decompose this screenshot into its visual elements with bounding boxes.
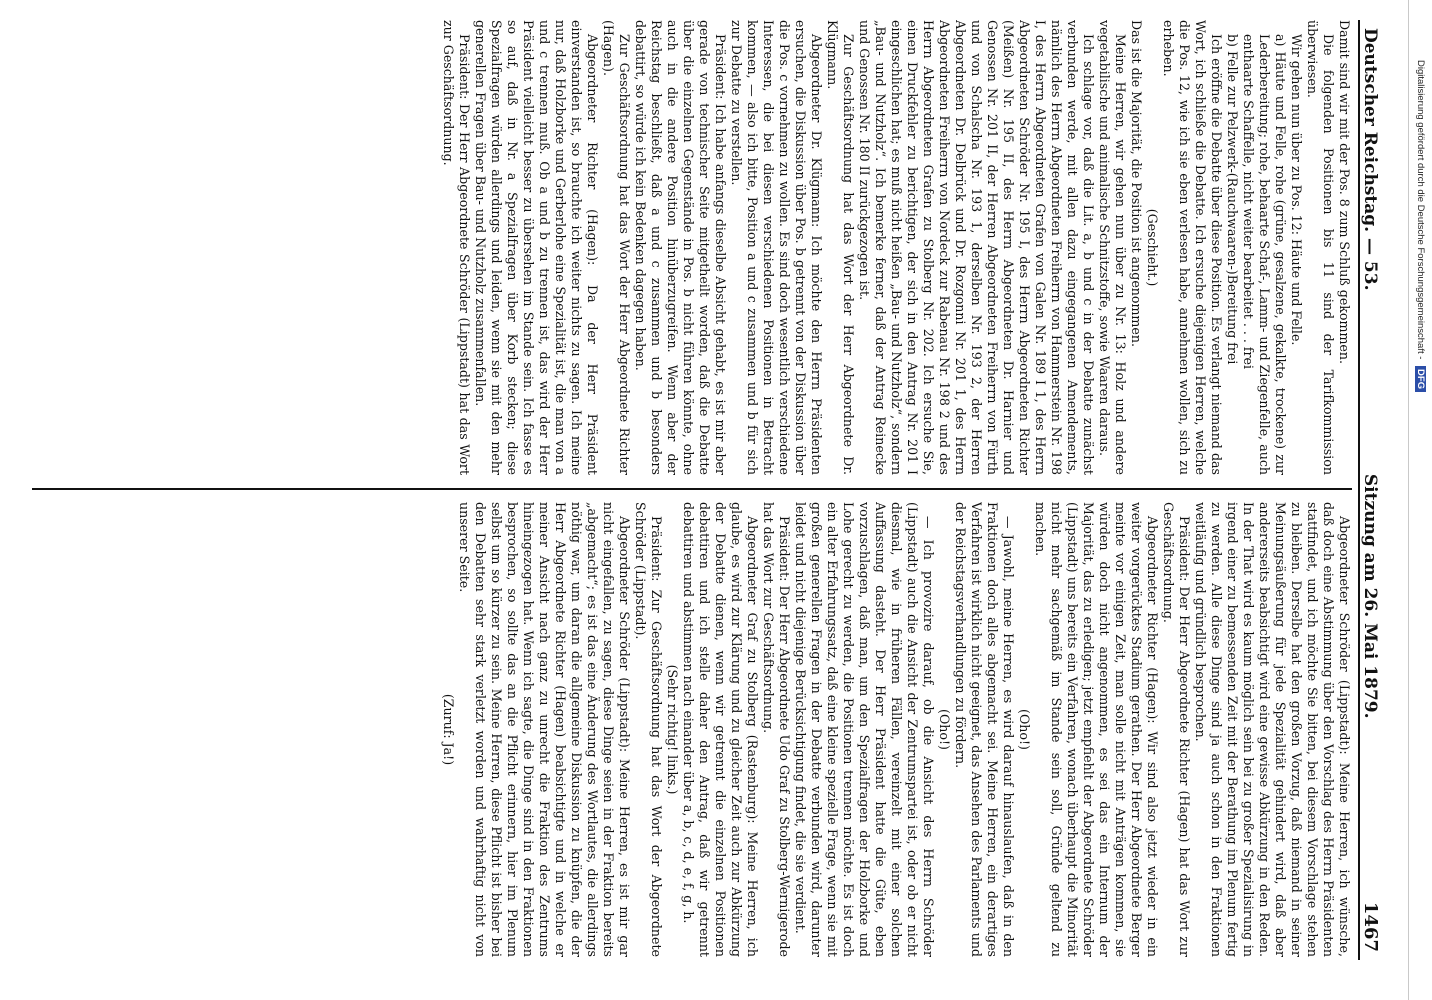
- right-paragraph: — Jawohl, meine Herren, es wird darauf hinauslaufen, daß in den Fraktionen doch alles abgemacht sei. Meine Herren, ein derartiges Verfahren ist wirklich nicht geeignet, das Ansehen des Parlaments und der Reichstagsverhandlungen zu fördern.: [953, 502, 1016, 957]
- scan-edge: [1408, 0, 1409, 1000]
- text-columns: [32, 20, 1352, 960]
- left-paragraph: b) Felle zur Pelzwerk-(Rauchwaaren-)Bereitung frei: [1225, 34, 1240, 365]
- right-paragraph: (Oho!): [937, 709, 952, 750]
- left-column: [32, 20, 1352, 475]
- left-paragraph: Abgeordneter Dr. Klügmann: Ich möchte den Herrn Präsidenten ersuchen, die Diskussion über Pos. b getrennt von der Diskussion über die Pos. c vornehmen zu wollen. Es sind doch wesentlich verschiedene Interessen, die bei diesen verschiedenen Positionen in Betracht kommen, — also ich bitte, Position a und c zusammen und b für sich zur Debatte zu verstellen.: [729, 20, 824, 475]
- left-paragraph: (Geschieht.): [1145, 208, 1160, 287]
- left-paragraph: Die folgenden Positionen bis 11 sind der Tarifkommission überwiesen.: [1305, 20, 1336, 475]
- left-paragraph: Ich schlage vor, daß die Lit. a, b und c in der Debatte zunächst verbunden werde, mit allen dazu eingegangenen Amendements, nämlich des Herrn Abgeordneten Freiherrn von Hammerstein Nr. 198 I, des Herrn Abgeordneten Grafen von Galen Nr. 189 I 1, des Herrn Abgeordneten Schröder Nr. 195 I, des Herrn Abgeordneten Richter (Meißen) Nr. 195 II, des Herrn Abgeordneten Dr. Harnier und Genossen Nr. 201 II, der Herren Abgeordneten Freiherrn von Fürth und von Schalscha Nr. 193 1, derselben Nr. 193 2, der Herren Abgeordneten Dr. Delbrück und Dr. Rozgonni Nr. 201 1, des Herrn Abgeordneten Freiherrn von Nordeck zur Rabenau Nr. 198 2 und des Herrn Abgeordneten Grafen zu Stolberg Nr. 202. Ich ersuche Sie, einen Druckfehler zu berichtigen, der sich in den Antrag Nr. 201 I eingeschlichen hat; es muß nicht heißen „Bau- und Nutzholz“, sondern „Bau- und Nutzholz“. Ich bemerke ferner, daß der Antrag Reinecke und Genossen Nr. 180 II zurückgezogen ist.: [857, 20, 1096, 475]
- left-paragraph: Zur Geschäftsordnung hat das Wort der Herr Abgeordnete Dr. Klügmann.: [825, 20, 856, 475]
- right-paragraph: — Ich provozire darauf, ob die Ansicht des Herrn Schröder (Lippstadt) auch die Ansicht der Zentrumspartei ist, oder ob er nicht diesmal, wie in früheren Fällen, vereinzelt mit einer solchen Auffassung dasteht. Der Herr Präsident hatte die Güte, eben vorzuschlagen, daß man, um den Spezialfragen der Holzborke und Lohe gerecht zu werden, die Positionen trennen möchte. Es ist doch ein alter Erfahrungssatz, daß eine kleine spezielle Frage, wenn sie mit großen generellen Fragen in der Debatte verbunden wird, darunter leidet und nicht diejenige Berücksichtigung findet, die sie verdient.: [793, 502, 936, 957]
- left-paragraph: Das ist die Majorität, die Position ist angenommen.: [1129, 20, 1144, 347]
- right-paragraph: Abgeordneter Schröder (Lippstadt): Meine Herren, es ist mir gar nicht eingefallen, zu sagen, diese Dinge seien in der Fraktion bereits „abgemacht“; es ist das eine Änderung des Wortlautes, die allerdings nöthig war, um daran die allgemeine Diskussion zu knüpfen, die der Herr Abgeordnete Richter (Hagen) beabsichtigte und in welche er meiner Ansicht nach ganz zu unrecht die Fraktion des Zentrums hineingezogen hat. Wenn ich sagte, die Dinge sind in den Fraktionen besprochen, so sollte das an die Pflicht erinnern, hier im Plenum selbst um so kürzer zu sein. Meine Herren, diese Pflicht ist bisher bei den Debatten sehr stark verletzt worden und wahrhaftig nicht von unserer Seite.: [457, 502, 632, 957]
- right-paragraph: Abgeordneter Richter (Hagen): Wir sind also jetzt wieder in ein weiter vorgerücktes Stadium gerathen. Der Herr Abgeordnete Berger meinte vor einigen Zeit, man solle nicht mit Anträgen kommen, sie würden doch nicht angenommen, es sei das ein Internum der Majorität, das zu erledigen; jetzt empfiehlt der Abgeordnete Schröder (Lippstadt) uns bereits ein Verfahren, wonach überhaupt die Minorität nicht mehr sachgemäß im Stande sein soll, Gründe geltend zu machen.: [1033, 502, 1160, 957]
- right-paragraph: Präsident: Der Herr Abgeordnete Richter (Hagen) hat das Wort zur Geschäftsordnung.: [1161, 502, 1192, 957]
- left-paragraph: Präsident: Ich habe anfangs dieselbe Absicht gehabt, es ist mir aber gerade von technischer Seite mitgetheilt worden, daß die Debatte über die einzelnen Gegenstände in Pos. b nicht führen könnte, ohne auch in die andere Position hinüberzugreifen. Wenn aber der Reichstag beschließt, daß a und c zusammen und b besonders debattirt, so würde ich kein Bedenken dagegen haben.: [633, 20, 728, 475]
- left-paragraph: a) Häute und Felle, rohe (grüne, gesalzene, gekalkte, trockene) zur Lederbereitung; rohe, behaarte Schaf-, Lamm- und Ziegenfelle, auch enthaarte Schaffelle, nicht weiter bearbeitet . . . frei: [1241, 34, 1288, 475]
- rotated-page: [20, 20, 1400, 960]
- dfg-logo: DFG: [1415, 366, 1426, 392]
- header-center: Sitzung am 26. Mai 1879.: [1360, 473, 1380, 719]
- dfg-stamp-text: Digitalisierung gefördert durch die Deutsche Forschungsgemeinschaft -: [1415, 60, 1426, 360]
- right-paragraph: Präsident: Zur Geschäftsordnung hat das Wort der Abgeordnete Schröder (Lippstadt).: [633, 502, 664, 957]
- left-paragraph: Wir gehen nun über zu Pos. 12: Häute und Felle.: [1289, 34, 1304, 346]
- page-header: [1358, 20, 1400, 960]
- left-paragraph: Zur Geschäftsordnung hat das Wort der Herr Abgeordnete Richter (Hagen).: [601, 20, 632, 475]
- right-paragraph: (Zuruf: Ja!): [441, 693, 456, 766]
- left-paragraph: Damit sind wir mit der Pos. 8 zum Schluß gekommen.: [1337, 20, 1352, 364]
- right-paragraph: Präsident: Der Herr Abgeordnete Udo Graf zu Stolberg-Wernigerode hat das Wort zur Geschäftsordnung.: [761, 502, 792, 957]
- left-paragraph: Ich eröffne die Debatte über diese Position. Es verlangt niemand das Wort, ich schließe die Debatte. Ich ersuche diejenigen Herren, welche die Pos. 12, wie ich sie eben verlesen habe, annehmen wollen, sich zu erheben.: [1161, 20, 1224, 475]
- dfg-stamp: [1412, 60, 1428, 980]
- left-paragraph: Präsident: Der Herr Abgeordnete Schröder (Lippstadt) hat das Wort zur Geschäftsordnung.: [441, 20, 472, 475]
- right-paragraph: Abgeordneter Graf zu Stolberg (Rastenburg): Meine Herren, ich glaube, es wird zur Klärung und zu gleicher Zeit auch zur Abkürzung der Debatte dienen, wenn wir getrennt die einzelnen Positionen debattiren und ich stelle daher den Antrag, daß wir getrennt debattiren und abstimmen nach einander über a, b, c, d, e, f, g, h.: [681, 502, 760, 957]
- column-divider: [32, 488, 1352, 490]
- right-paragraph: (Sehr richtig! links.): [665, 664, 680, 795]
- header-left: Deutscher Reichstag. — 53.: [1360, 28, 1380, 291]
- page-number: 1467: [1360, 901, 1381, 952]
- right-paragraph: Abgeordneter Schröder (Lippstadt): Meine Herren, ich wünsche, daß doch eine Abstimmung über den Vorschlag des Herrn Präsidenten stattfindet, und ich möchte Sie bitten, bei diesem Vorschlage stehen zu bleiben. Derselbe hat den großen Vorzug, daß niemand in seiner Meinungsäußerung für jede Spezialität gehindert wird, daß aber andererseits beabsichtigt wird eine gewisse Abkürzung in den Reden. In der That wird es kaum möglich sein bei zu großer Spezialisirung in irgend einer zu bemessenden Zeit mit der Berathung im Plenum fertig zu werden. Alle diese Dinge sind ja auch schon in den Fraktionen weitläufig und gründlich besprochen.: [1193, 502, 1352, 957]
- right-paragraph: (Oho!): [1017, 709, 1032, 750]
- left-paragraph: Abgeordneter Richter (Hagen): Da der Herr Präsident einverstanden ist, so brauchte ich weiter nichts zu sagen. Ich meine nur, daß Holzborke und Gerberlohe eine Spezialität ist, die man von a und c trennen muß. Ob a und b zu trennen ist, das wird der Herr Präsident vielleicht besser zu übersehen im Stande sein. Ich fasse es so auf, daß in Nr. a Spezialfragen über Korb stecken; diese Spezialfragen würden allerdings und leiden, wenn sie mit den mehr generellen Fragen über Bau- und Nutzholz zusammenfallen.: [473, 20, 600, 475]
- left-paragraph: Meine Herren, wir gehen nun über zu Nr. 13: Holz und andere vegetabilische und animalische Schnitzstoffe, sowie Waaren daraus.: [1097, 20, 1128, 475]
- right-column: [32, 502, 1352, 957]
